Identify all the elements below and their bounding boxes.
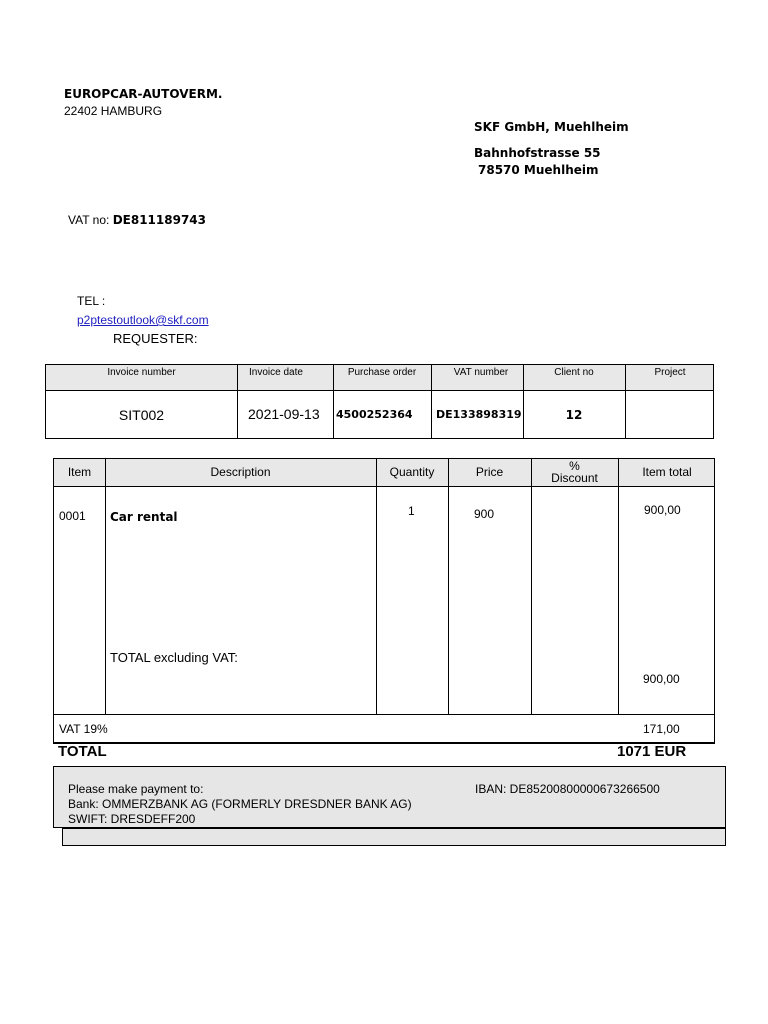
total-value: 1071 EUR xyxy=(617,743,687,760)
sender-city: 22402 HAMBURG xyxy=(64,104,163,118)
value-vat-number: DE133898319 xyxy=(436,408,522,421)
payment-label: Please make payment to: xyxy=(68,782,204,796)
row-price: 900 xyxy=(474,507,495,521)
header-discount-label: Discount xyxy=(551,471,598,485)
items-table xyxy=(53,458,715,743)
value-invoice-number: SIT002 xyxy=(118,407,165,423)
col-divider xyxy=(237,365,238,438)
recipient-name: SKF GmbH, Muehlheim xyxy=(474,120,629,134)
row-item-total: 900,00 xyxy=(644,503,681,517)
recipient-street: Bahnhofstrasse 55 xyxy=(474,146,601,160)
header-project: Project xyxy=(654,367,686,378)
col-divider xyxy=(531,459,532,715)
payment-iban: IBAN: DE85200800000673266500 xyxy=(475,782,660,796)
total-excl-vat-value: 900,00 xyxy=(643,672,680,686)
sender-vat xyxy=(68,213,206,227)
col-divider xyxy=(376,459,377,715)
row-quantity: 1 xyxy=(408,504,415,518)
sender-name: EUROPCAR-AUTOVERM. xyxy=(64,87,223,101)
vat-value: 171,00 xyxy=(643,722,680,736)
header-item-total: Item total xyxy=(642,465,692,479)
header-price: Price xyxy=(475,465,504,479)
tel-label: TEL : xyxy=(77,294,106,308)
col-divider xyxy=(431,365,432,438)
recipient-city: 78570 Muehlheim xyxy=(478,163,599,177)
header-purchase-order: Purchase order xyxy=(347,367,417,378)
payment-box xyxy=(53,766,726,828)
header-description: Description xyxy=(210,465,271,479)
vat-number: DE811189743 xyxy=(112,213,207,227)
header-invoice-date: Invoice date xyxy=(249,367,303,378)
payment-bank: Bank: OMMERZBANK AG (FORMERLY DRESDNER BANK AG) xyxy=(68,797,412,811)
row-description: Car rental xyxy=(110,510,178,524)
requester-label: REQUESTER: xyxy=(113,331,198,346)
value-invoice-date: 2021-09-13 xyxy=(248,406,320,422)
header-vat-number: VAT number xyxy=(453,367,509,378)
header-discount-percent: % xyxy=(569,459,580,473)
email-link[interactable]: p2ptestoutlook@skf.com xyxy=(77,313,209,327)
col-divider xyxy=(618,459,619,715)
header-discount xyxy=(531,460,618,484)
header-quantity: Quantity xyxy=(389,465,435,479)
header-invoice-number: Invoice number xyxy=(107,367,176,378)
total-divider xyxy=(53,742,715,744)
row-item: 0001 xyxy=(59,509,86,523)
header-client-no: Client no xyxy=(554,367,594,378)
payment-swift: SWIFT: DRESDEFF200 xyxy=(68,812,196,826)
vat-label: VAT no: xyxy=(68,213,110,227)
payment-box-footer xyxy=(62,828,726,846)
value-client-no: 12 xyxy=(565,408,583,422)
total-excl-vat-label: TOTAL excluding VAT: xyxy=(110,650,238,665)
header-item: Item xyxy=(67,465,92,479)
vat-label: VAT 19% xyxy=(59,722,108,736)
total-label: TOTAL xyxy=(58,743,107,760)
vat-divider xyxy=(54,714,714,715)
col-divider xyxy=(448,459,449,715)
value-purchase-order: 4500252364 xyxy=(336,408,413,421)
col-divider xyxy=(105,459,106,715)
invoice-header-table xyxy=(45,364,714,439)
